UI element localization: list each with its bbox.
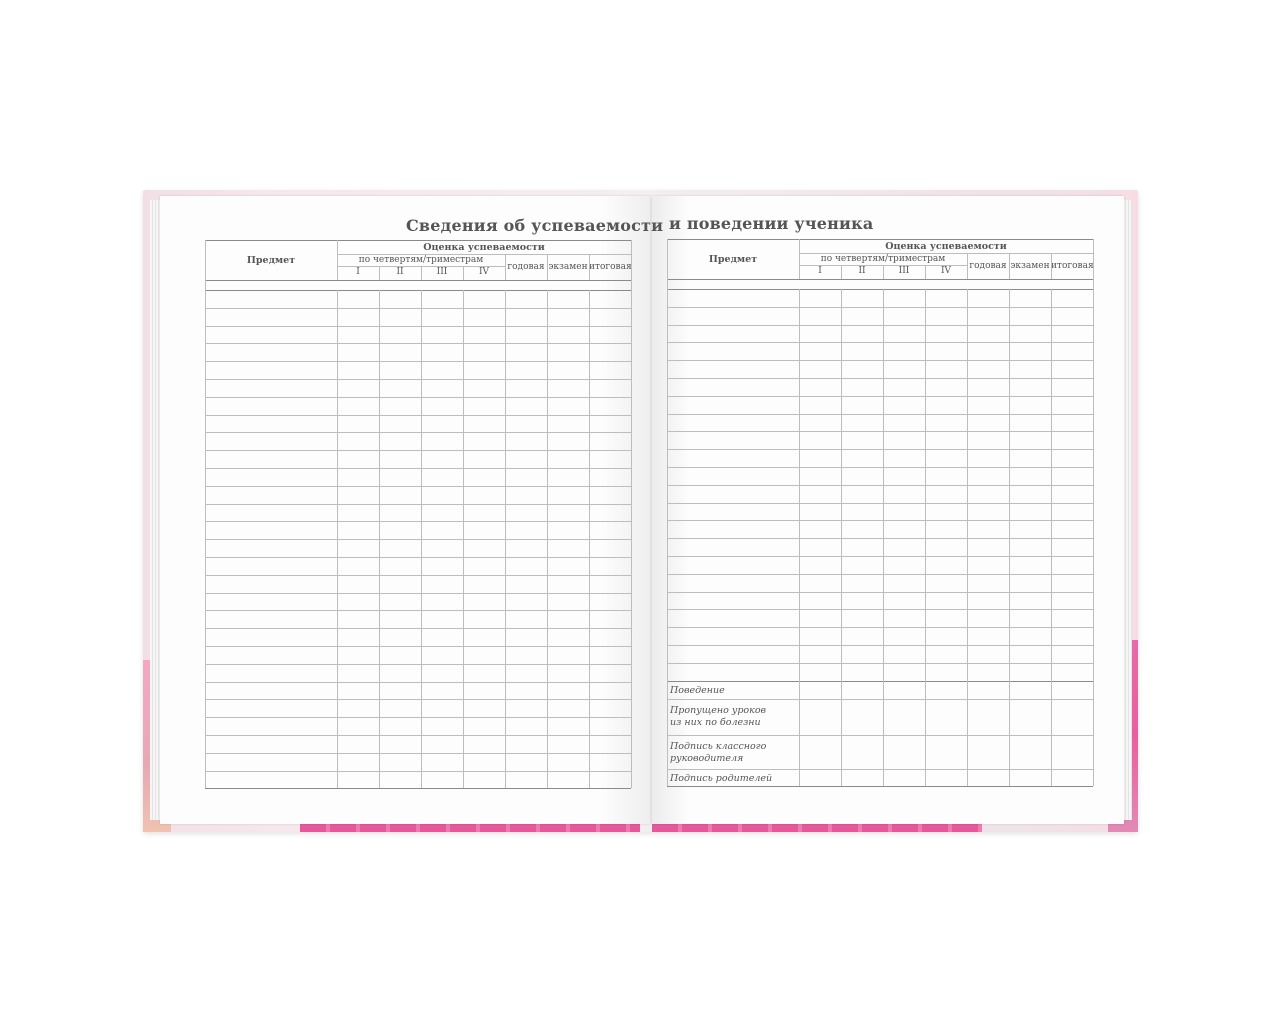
table-col-divider [505, 290, 506, 788]
header-col-divider [1051, 253, 1052, 279]
table-col-divider [883, 289, 884, 786]
header-col-divider [379, 266, 380, 280]
table-row-line [667, 609, 1093, 610]
table-row-line [205, 753, 631, 754]
table-row-line [205, 343, 631, 344]
table-row-line [205, 521, 631, 522]
table-row-line [205, 593, 631, 594]
table-top-border [205, 240, 631, 241]
grade-header: Оценка успеваемости [423, 242, 545, 253]
quarter-label-1: I [356, 267, 360, 277]
period-header: по четвертям/триместрам [820, 254, 946, 264]
table-row-line [667, 307, 1093, 308]
column-label-годовая: годовая [969, 261, 1007, 271]
table-col-divider [205, 240, 206, 788]
header-col-divider [883, 265, 884, 279]
header-col-divider [547, 254, 548, 280]
column-label-экзамен: экзамен [1010, 261, 1050, 271]
table-col-divider [589, 290, 590, 788]
table-col-divider [925, 289, 926, 786]
footer-row-line [667, 769, 1093, 770]
header-col-divider [505, 254, 506, 280]
body-top-border [205, 290, 631, 291]
header-bottom-border [667, 279, 1093, 280]
subject-header: Предмет [246, 255, 296, 266]
footer-top-border [667, 681, 1093, 682]
table-row-line [205, 486, 631, 487]
table-row-line [667, 467, 1093, 468]
quarter-label-3: III [898, 266, 910, 276]
quarter-label-4: IV [940, 266, 952, 276]
table-col-divider [667, 239, 668, 786]
table-row-line [667, 414, 1093, 415]
table-col-divider [799, 289, 800, 786]
table-col-divider [379, 290, 380, 788]
table-row-line [667, 396, 1093, 397]
footer-row-label: Подпись классного руководителя [670, 740, 767, 764]
quarter-label-2: II [396, 267, 404, 277]
table-row-line [205, 735, 631, 736]
footer-row-line [667, 786, 1093, 787]
right-page-title: и поведении ученика [669, 214, 874, 233]
header-col-divider [1009, 253, 1010, 279]
table-row-line [205, 308, 631, 309]
header-bottom-border [205, 280, 631, 281]
table-row-line [667, 627, 1093, 628]
table-row-line [205, 432, 631, 433]
table-row-line [667, 538, 1093, 539]
table-row-line [205, 682, 631, 683]
table-row-line [205, 575, 631, 576]
table-row-line [205, 610, 631, 611]
table-row-line [667, 503, 1093, 504]
body-top-border [667, 289, 1093, 290]
column-label-экзамен: экзамен [548, 262, 588, 272]
header-col-divider [925, 265, 926, 279]
table-row-line [205, 664, 631, 665]
table-col-divider [841, 289, 842, 786]
table-col-divider [1009, 289, 1010, 786]
table-col-divider [631, 240, 632, 788]
footer-row-label: Поведение [670, 684, 725, 696]
table-row-line [205, 646, 631, 647]
footer-row-line [667, 735, 1093, 736]
table-col-divider [463, 290, 464, 788]
table-row-line [205, 771, 631, 772]
header-col-divider [337, 240, 338, 280]
table-row-line [667, 520, 1093, 521]
quarter-label-1: I [818, 266, 822, 276]
table-row-line [205, 397, 631, 398]
header-col-divider [463, 266, 464, 280]
table-row-line [667, 342, 1093, 343]
grades-table-right [667, 239, 1093, 787]
table-col-divider [1051, 289, 1052, 786]
table-row-line [205, 699, 631, 700]
header-col-divider [841, 265, 842, 279]
table-row-line [667, 378, 1093, 379]
left-page-title: Сведения об успеваемости [406, 216, 664, 235]
table-row-line [667, 431, 1093, 432]
column-label-годовая: годовая [507, 262, 545, 272]
table-row-line [667, 556, 1093, 557]
table-row-line [205, 361, 631, 362]
table-bottom-border [205, 788, 631, 789]
table-row-line [205, 539, 631, 540]
grades-table-left [205, 240, 631, 789]
header-col-divider [799, 239, 800, 279]
quarter-label-2: II [858, 266, 866, 276]
table-row-line [205, 326, 631, 327]
table-col-divider [337, 290, 338, 788]
table-row-line [667, 592, 1093, 593]
header-col-divider [421, 266, 422, 280]
table-row-line [205, 415, 631, 416]
table-top-border [667, 239, 1093, 240]
grade-header: Оценка успеваемости [885, 241, 1007, 252]
header-col-divider [967, 253, 968, 279]
table-col-divider [967, 289, 968, 786]
table-row-line [205, 628, 631, 629]
table-row-line [667, 645, 1093, 646]
quarter-label-3: III [436, 267, 448, 277]
table-row-line [205, 468, 631, 469]
table-row-line [667, 485, 1093, 486]
table-row-line [667, 449, 1093, 450]
quarter-label-4: IV [478, 267, 490, 277]
table-row-line [667, 360, 1093, 361]
period-header: по четвертям/триместрам [358, 255, 484, 265]
column-label-итоговая: итоговая [589, 262, 632, 272]
column-label-итоговая: итоговая [1051, 261, 1094, 271]
table-col-divider [1093, 239, 1094, 786]
table-row-line [667, 663, 1093, 664]
table-row-line [205, 717, 631, 718]
subject-header: Предмет [708, 254, 758, 265]
table-row-line [667, 325, 1093, 326]
table-col-divider [547, 290, 548, 788]
header-col-divider [589, 254, 590, 280]
table-row-line [205, 379, 631, 380]
footer-row-label: Пропущено уроков из них по болезни [670, 704, 767, 728]
table-row-line [205, 557, 631, 558]
table-row-line [205, 450, 631, 451]
footer-row-line [667, 699, 1093, 700]
table-row-line [205, 504, 631, 505]
table-col-divider [421, 290, 422, 788]
footer-row-label: Подпись родителей [670, 772, 773, 784]
table-row-line [667, 574, 1093, 575]
